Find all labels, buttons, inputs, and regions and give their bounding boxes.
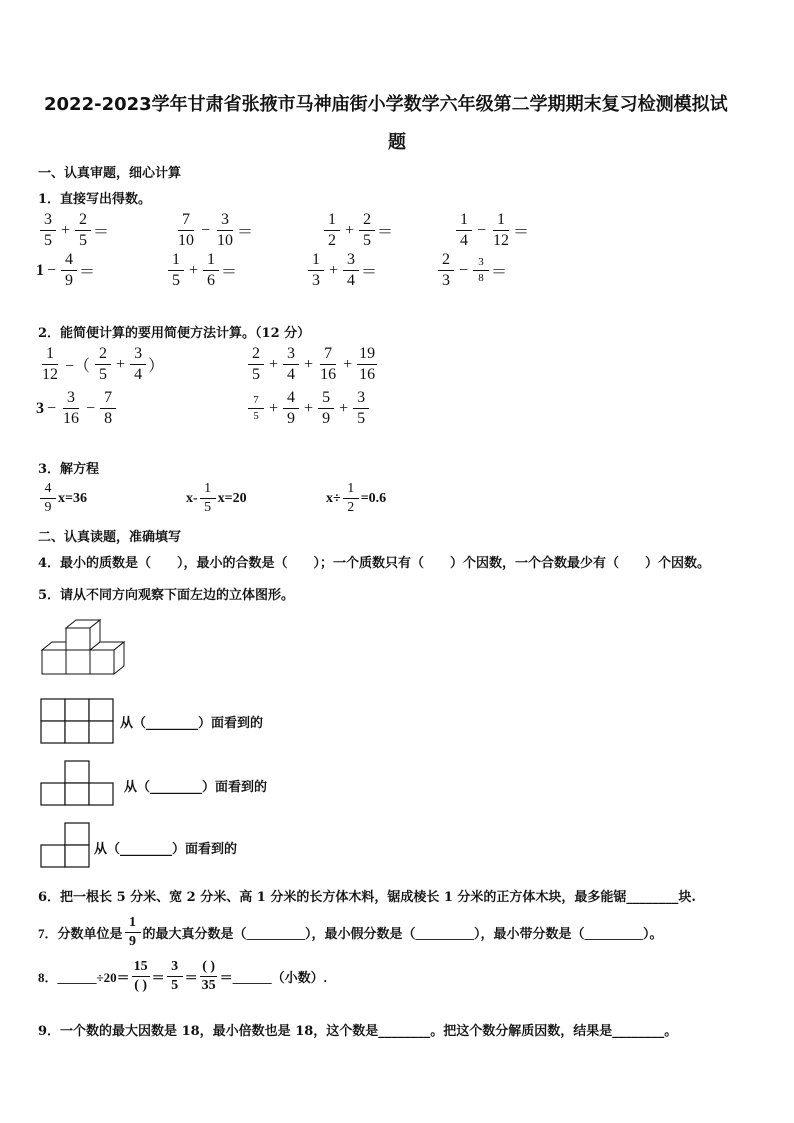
section-1-heading: 一、认真审题，细心计算 xyxy=(38,166,182,181)
question-1-label: 1．直接写出得数。 xyxy=(38,192,152,207)
question-7: 7．分数单位是 $\frac{1}{9}$ 的最大真分数是（_________），最小假分数是（_________），最小带分数是（_________）。 xyxy=(38,915,663,949)
q1-item-5: 1 − $\frac{4}{9}$ ＝ xyxy=(36,251,96,289)
question-2-label: 2．能简便计算的要用简便方法计算。（12 分） xyxy=(38,326,311,341)
question-4: 4．最小的质数是（ ），最小的合数是（ ）；一个质数只有（ ）个因数，一个合数最少有（ ）个因数。 xyxy=(38,556,711,571)
q1-item-8: $\frac{2}{3}$ − $\frac{3}{8}$ ＝ xyxy=(436,252,507,289)
question-8: 8．______÷20＝ $\frac{15}{( )}$ ＝ $\frac{3}{5}$ ＝ $\frac{( )}{35}$ ＝______（小数）. xyxy=(38,959,327,993)
q3-equation-1: $\frac{4}{9}$ x=36 xyxy=(38,482,87,515)
q1-item-2: $\frac{7}{10}$ − $\frac{3}{10}$ ＝ xyxy=(178,211,254,249)
cube-solid-figure xyxy=(40,618,140,678)
page-title-cont: 题 xyxy=(388,132,406,153)
q2-expr-1: $\frac{1}{12}$ −（ $\frac{2}{5}$ + $\frac{3}{4}$ ） xyxy=(42,345,165,383)
q1-item-6: $\frac{1}{5}$ + $\frac{1}{6}$ ＝ xyxy=(166,252,237,289)
question-9: 9．一个数的最大因数是 18，最小倍数也是 18，这个数是________。把这个数分解质因数，结果是________。 xyxy=(38,1024,678,1039)
question-6: 6．把一根长 5 分米、宽 2 分米、高 1 分米的长方体木料，锯成棱长 1 分米的正方体木块，最多能锯________块. xyxy=(38,890,696,905)
question-3-label: 3．解方程 xyxy=(38,462,100,477)
q3-equation-2: x- $\frac{1}{5}$ x=20 xyxy=(186,481,247,515)
view-1-label: 从（________）面看到的 xyxy=(120,716,264,731)
q1-item-3: $\frac{1}{2}$ + $\frac{2}{5}$ ＝ xyxy=(322,212,393,249)
q2-expr-2: $\frac{2}{5}$ + $\frac{3}{4}$ + $\frac{7}{16}$ + $\frac{19}{16}$ xyxy=(246,346,379,383)
page-title: 2022-2023学年甘肃省张掖市马神庙街小学数学六年级第二学期期末复习检测模拟试 xyxy=(44,94,728,115)
q1-item-7: $\frac{1}{3}$ + $\frac{3}{4}$ ＝ xyxy=(306,252,377,289)
question-5: 5．请从不同方向观察下面左边的立体图形。 xyxy=(38,588,295,603)
q1-item-1: $\frac{3}{5}$ + $\frac{2}{5}$ ＝ xyxy=(38,212,109,249)
view-2-label: 从（________）面看到的 xyxy=(124,780,268,795)
view-3-label: 从（________）面看到的 xyxy=(94,842,238,857)
q1-item-4: $\frac{1}{4}$ − $\frac{1}{12}$ ＝ xyxy=(454,212,529,249)
q2-expr-3: 3 − $\frac{3}{16}$ − $\frac{7}{8}$ xyxy=(36,390,118,427)
section-2-heading: 二、认真读题，准确填写 xyxy=(38,530,182,545)
q2-expr-4: $\frac{7}{5}$ + $\frac{4}{9}$ + $\frac{5}{9}$ + $\frac{3}{5}$ xyxy=(246,390,371,427)
view-grid-3x2 xyxy=(40,698,116,746)
q3-equation-3: x÷ $\frac{1}{2}$ =0.6 xyxy=(326,481,387,515)
view-l-shape xyxy=(40,822,92,870)
view-t-shape xyxy=(40,760,116,808)
